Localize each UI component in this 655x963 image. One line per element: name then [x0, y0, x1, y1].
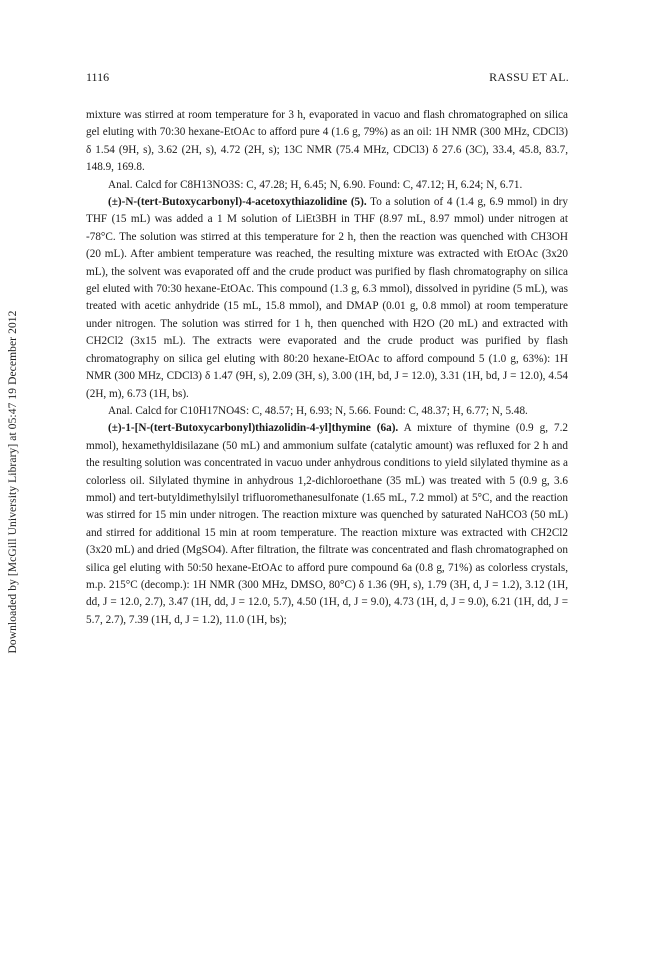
- paragraph-analysis-5: Anal. Calcd for C10H17NO4S: C, 48.57; H, 6.93; N, 5.66. Found: C, 48.37; H, 6.77; N, 5.48.: [108, 404, 528, 417]
- page-header: [86, 70, 569, 86]
- compound-6a-heading: (±)-1-[N-(tert-Butoxycarbonyl)thiazolidin-4-yl]thymine (6a).: [108, 422, 399, 435]
- compound-5-procedure: To a solution of 4 (1.4 g, 6.9 mmol) in dry THF (15 mL) was added a 1 M solution of LiEt3BH in THF (8.97 mL, 8.97 mmol) under nitrogen at -78°C. The solution was stirred at this temperature for 2 h, then the reaction was quenched with CH3OH (20 mL). After ambient temperature was reached, the resulting mixture was extracted with EtOAc (3x20 mL), the solvent was evaporated off and the crude product was purified by flash chromatography on silica gel eluted with 70:30 hexane-EtOAc. This compound (1.3 g, 6.3 mmol), dissolved in pyridine (5 mL), was treated with acetic anhydride (15 mL, 15.8 mmol), and DMAP (0.01 g, 0.8 mmol) at room temperature under nitrogen. The solution was stirred for 1 h, then quenched with H2O (20 mL) and extracted with CH2Cl2 (3x15 mL). The extracts were evaporated and the crude product was purified by flash chromatography on silica gel eluting with 80:20 hexane-EtOAc to afford compound 5 (1.0 g, 63%): 1H NMR (300 MHz, CDCl3) δ 1.47 (9H, s), 2.09 (3H, s), 3.00 (1H, bd, J = 12.0), 3.31 (1H, bd, J = 12.0), 4.54 (2H, m), 6.73 (1H, bs).: [86, 196, 568, 400]
- download-watermark-text: Downloaded by [McGill University Library] at 05:47 19 December 2012: [7, 310, 19, 653]
- paragraph-analysis-4: Anal. Calcd for C8H13NO3S: C, 47.28; H, 6.45; N, 6.90. Found: C, 47.12; H, 6.24; N, 6.71.: [108, 178, 523, 191]
- page-number: 1116: [86, 70, 110, 84]
- article-body: [86, 107, 568, 629]
- paragraph-compound-4-continued: mixture was stirred at room temperature for 3 h, evaporated in vacuo and flash chromatographed on silica gel eluting with 70:30 hexane-EtOAc to afford pure 4 (1.6 g, 79%) as an oil: 1H NMR (300 MHz, CDCl3) δ 1.54 (9H, s), 3.62 (2H, s), 4.72 (2H, s); 13C NMR (75.4 MHz, CDCl3) δ 27.6 (3C), 33.4, 45.8, 83.7, 148.9, 169.8.: [86, 109, 568, 174]
- running-head: RASSU ET AL.: [489, 70, 569, 84]
- paragraph-compound-6a: [86, 420, 568, 629]
- download-watermark: [6, 0, 20, 963]
- compound-6a-procedure: A mixture of thymine (0.9 g, 7.2 mmol), hexamethyldisilazane (50 mL) and ammonium sulfate (catalytic amount) was refluxed for 2 h and the resulting solution was concentrated in vacuo under anhydrous conditions to yield silylated thymine as a colorless oil. Silylated thymine in anhydrous 1,2-dichloroethane (35 mL) was treated with 5 (0.9 g, 3.6 mmol) and tert-butyldimethylsilyl trifluoromethanesulfonate (1.65 mL, 7.2 mmol) at 5°C, and the reaction was stirred for 15 min under nitrogen. The reaction mixture was quenched by saturated NaHCO3 (50 mL) and stirred for additional 15 min at room temperature. The reaction mixture was extracted with CH2Cl2 (3x20 mL) and dried (MgSO4). After filtration, the filtrate was concentrated and flash chromatographed on silica gel eluting with 50:50 hexane-EtOAc to afford pure compound 6a (0.8 g, 71%) as colorless crystals, m.p. 215°C (decomp.): 1H NMR (300 MHz, DMSO, 80°C) δ 1.36 (9H, s), 1.79 (3H, d, J = 1.2), 3.12 (1H, dd, J = 12.0, 2.7), 3.47 (1H, dd, J = 12.0, 5.7), 4.50 (1H, d, J = 9.0), 4.73 (1H, d, J = 9.0), 6.21 (1H, dd, J = 5.7, 2.7), 7.39 (1H, d, J = 1.2), 11.0 (1H, bs);: [86, 422, 568, 626]
- compound-5-heading: (±)-N-(tert-Butoxycarbonyl)-4-acetoxythiazolidine (5).: [108, 196, 367, 209]
- paragraph-compound-5: [86, 194, 568, 403]
